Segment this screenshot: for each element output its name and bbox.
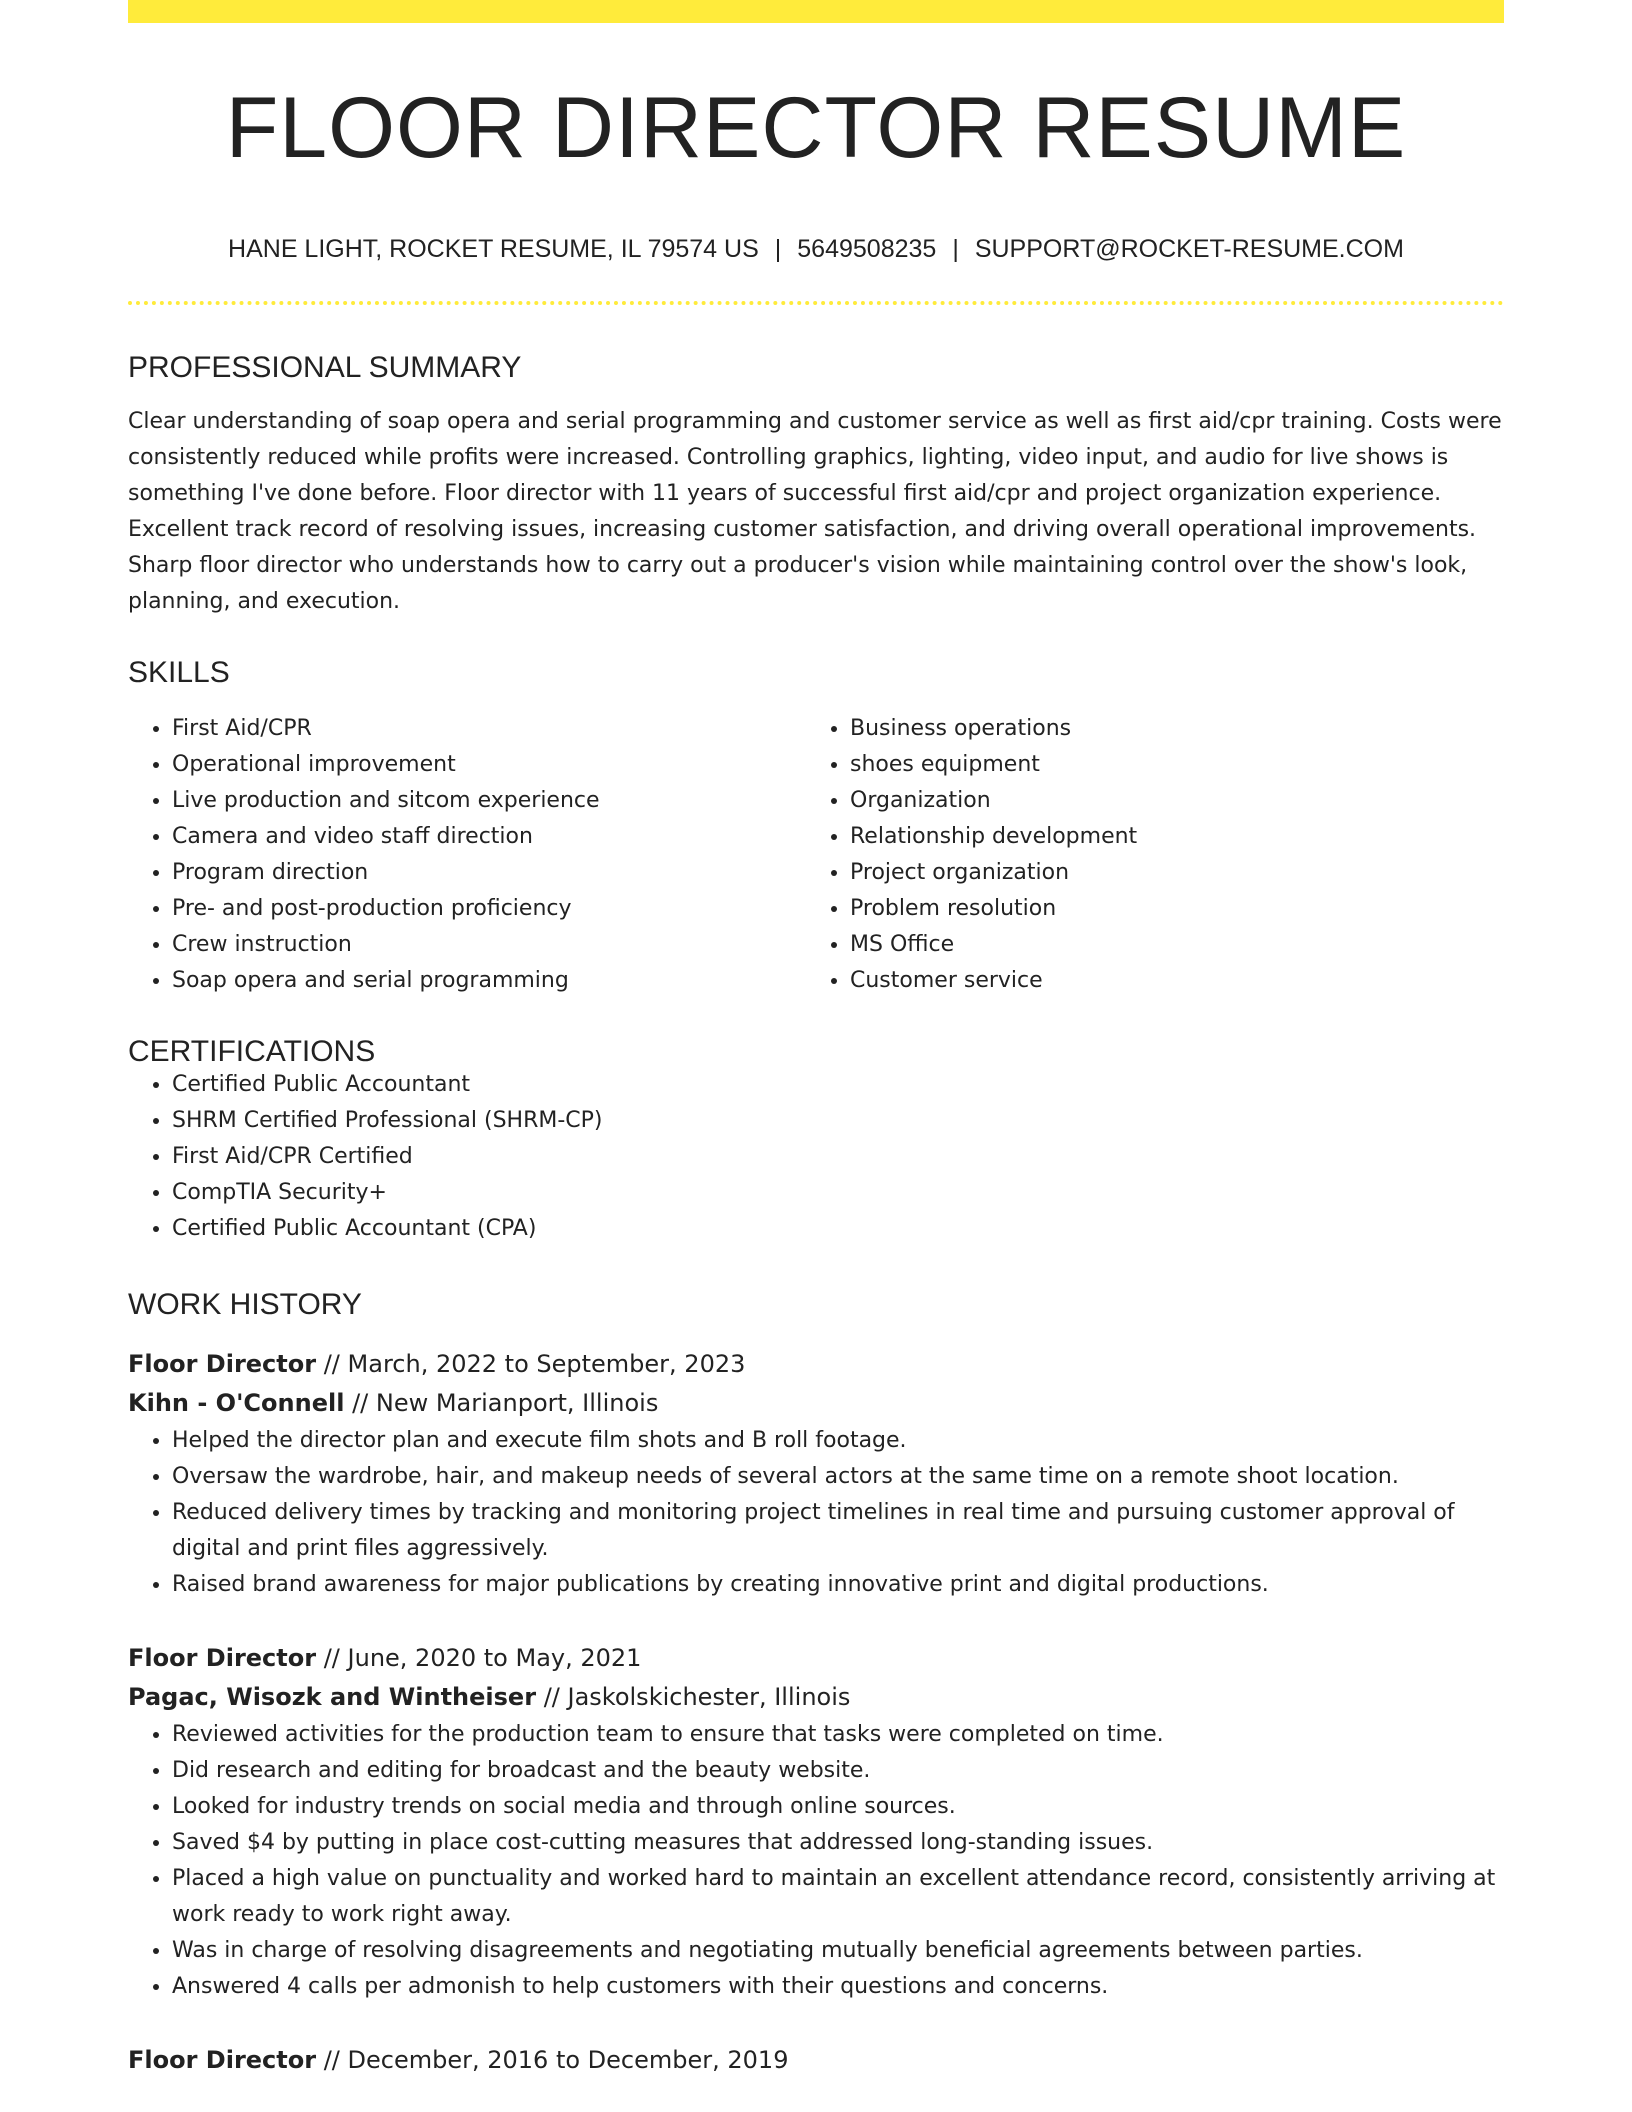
- job-separator: //: [323, 2046, 340, 2074]
- job-title: Floor Director: [128, 1350, 317, 1378]
- job-entry: [128, 1345, 1504, 1603]
- accent-top-bar: [128, 0, 1504, 23]
- skill-item: • Organization: [850, 783, 1484, 819]
- resume-title: FLOOR DIRECTOR RESUME: [225, 80, 1407, 176]
- job-dates: December, 2016 to December, 2019: [347, 2046, 789, 2074]
- skills-list-right: [806, 711, 1484, 999]
- job-location: Jaskolskichester, Illinois: [567, 1683, 851, 1711]
- contact-phone: 5649508235: [797, 235, 937, 263]
- job-bullet: • Saved $4 by putting in place cost-cutting measures that addressed long-standing issues.: [172, 1825, 1504, 1861]
- job-company: Pagac, Wisozk and Wintheiser: [128, 1683, 537, 1711]
- certification-item: • Certified Public Accountant: [172, 1067, 1504, 1103]
- job-bullet: • Raised brand awareness for major publications by creating innovative print and digital productions.: [172, 1567, 1504, 1603]
- job-company-line: [128, 1384, 1504, 1423]
- job-company-line: [128, 1678, 1504, 1717]
- job-bullet: • Was in charge of resolving disagreements and negotiating mutually beneficial agreements between parties.: [172, 1933, 1504, 1969]
- resume-page: [128, 0, 1504, 2080]
- job-company: Kihn - O'Connell: [128, 1389, 345, 1417]
- skill-item: • Project organization: [850, 855, 1484, 891]
- job-bullets: [128, 1423, 1504, 1603]
- job-bullet: • Did research and editing for broadcast and the beauty website.: [172, 1753, 1504, 1789]
- skill-item: • Camera and video staff direction: [172, 819, 806, 855]
- certifications-list: [128, 1067, 1504, 1247]
- skill-item: • Customer service: [850, 963, 1484, 999]
- certification-item: • CompTIA Security+: [172, 1175, 1504, 1211]
- job-separator: //: [323, 1644, 340, 1672]
- job-title: Floor Director: [128, 1644, 317, 1672]
- job-title: Floor Director: [128, 2046, 317, 2074]
- job-bullet: • Helped the director plan and execute film shots and B roll footage.: [172, 1423, 1504, 1459]
- job-bullets: [128, 1717, 1504, 2005]
- skill-item: • shoes equipment: [850, 747, 1484, 783]
- work-history-heading: WORK HISTORY: [128, 1288, 362, 1321]
- certification-item: • Certified Public Accountant (CPA): [172, 1211, 1504, 1247]
- job-separator: //: [352, 1389, 369, 1417]
- skill-item: • Soap opera and serial programming: [172, 963, 806, 999]
- job-entry: [128, 2041, 1504, 2080]
- job-separator: //: [543, 1683, 560, 1711]
- job-bullet: • Answered 4 calls per admonish to help customers with their questions and concerns.: [172, 1969, 1504, 2005]
- skill-item: • Crew instruction: [172, 927, 806, 963]
- skill-item: • Business operations: [850, 711, 1484, 747]
- skill-item: • Program direction: [172, 855, 806, 891]
- job-bullet: • Placed a high value on punctuality and worked hard to maintain an excellent attendance record, consistently arriving at work ready to work right away.: [172, 1861, 1504, 1933]
- skill-item: • First Aid/CPR: [172, 711, 806, 747]
- skill-item: • Live production and sitcom experience: [172, 783, 806, 819]
- skill-item: • Operational improvement: [172, 747, 806, 783]
- certification-item: • First Aid/CPR Certified: [172, 1139, 1504, 1175]
- certification-item: • SHRM Certified Professional (SHRM-CP): [172, 1103, 1504, 1139]
- job-bullet: • Looked for industry trends on social media and through online sources.: [172, 1789, 1504, 1825]
- job-title-line: [128, 2041, 1504, 2080]
- job-dates: June, 2020 to May, 2021: [347, 1644, 642, 1672]
- contact-separator: |: [774, 235, 782, 263]
- skill-item: • MS Office: [850, 927, 1484, 963]
- job-title-line: [128, 1639, 1504, 1678]
- skills-grid: [128, 711, 1504, 999]
- job-location: New Marianport, Illinois: [375, 1389, 659, 1417]
- job-bullet: • Reduced delivery times by tracking and monitoring project timelines in real time and pursuing customer approval of digital and print files aggressively.: [172, 1495, 1504, 1567]
- skills-column-right: [806, 711, 1484, 999]
- contact-line: [128, 237, 1504, 262]
- job-entry: [128, 1639, 1504, 2005]
- skills-heading: SKILLS: [128, 656, 230, 689]
- contact-email: SUPPORT@ROCKET-RESUME.COM: [974, 235, 1404, 263]
- summary-heading: PROFESSIONAL SUMMARY: [128, 351, 522, 384]
- contact-address: HANE LIGHT, ROCKET RESUME, IL 79574 US: [228, 235, 759, 263]
- job-dates: March, 2022 to September, 2023: [347, 1350, 746, 1378]
- work-history-list: [128, 1345, 1504, 2080]
- contact-separator: |: [952, 235, 959, 263]
- skill-item: • Problem resolution: [850, 891, 1484, 927]
- skill-item: • Relationship development: [850, 819, 1484, 855]
- skill-item: • Pre- and post-production proficiency: [172, 891, 806, 927]
- job-title-line: [128, 1345, 1504, 1384]
- skills-list-left: [128, 711, 806, 999]
- dotted-divider: [128, 301, 1504, 305]
- summary-text: Clear understanding of soap opera and serial programming and customer service as well as first aid/cpr training. Costs were consistently reduced while profits were increased. Controlling graphics, lighting, video input, and audio for live shows is something I've done before. Floor director with 11 years of successful first aid/cpr and project organization experience. Excellent track record of resolving issues, increasing customer satisfaction, and driving overall operational improvements. Sharp floor director who understands how to carry out a producer's vision while maintaining control over the show's look, planning, and execution.: [128, 409, 1502, 614]
- job-bullet: • Reviewed activities for the production team to ensure that tasks were completed on time.: [172, 1717, 1504, 1753]
- skills-column-left: [128, 711, 806, 999]
- job-separator: //: [323, 1350, 340, 1378]
- certifications-heading: CERTIFICATIONS: [128, 1035, 376, 1068]
- job-bullet: • Oversaw the wardrobe, hair, and makeup needs of several actors at the same time on a remote shoot location.: [172, 1459, 1504, 1495]
